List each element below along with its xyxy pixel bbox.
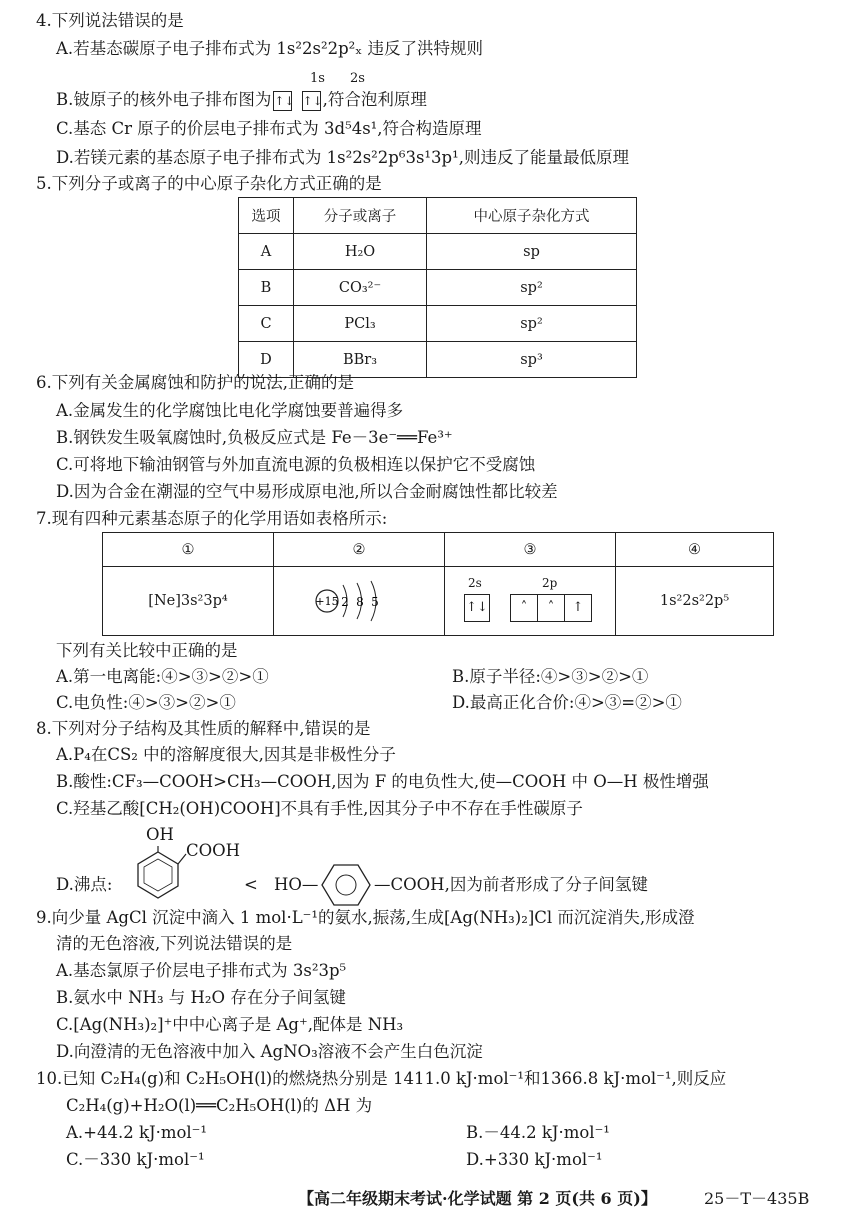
table-row <box>103 567 774 636</box>
q5-cell: CO₃²⁻ <box>294 270 427 306</box>
q7-substem: 下列有关比较中正确的是 <box>56 641 238 660</box>
q10-stem-line1: 10.已知 C₂H₄(g)和 C₂H₅OH(l)的燃烧热分别是 1411.0 kJ·mol⁻¹和1366.8 kJ·mol⁻¹,则反应 <box>36 1069 727 1088</box>
q10-option-b: B.－44.2 kJ·mol⁻¹ <box>466 1123 610 1142</box>
q5-header-cell: 中心原子杂化方式 <box>427 198 637 234</box>
q10-option-c: C.－330 kJ·mol⁻¹ <box>66 1150 205 1169</box>
q6-option-d: D.因为合金在潮湿的空气中易形成原电池,所以合金耐腐蚀性都比较差 <box>56 482 558 501</box>
q5-cell: sp <box>427 234 637 270</box>
orbital-box-1s: ↑↓ <box>273 91 292 111</box>
q8-d-label: D.沸点: <box>56 875 113 894</box>
q9-option-b: B.氨水中 NH₃ 与 H₂O 存在分子间氢键 <box>56 988 346 1007</box>
q5-cell: BBr₃ <box>294 342 427 378</box>
q7-option-d: D.最高正化合价:④>③=②>① <box>452 693 682 712</box>
q8-d-cooh2 <box>374 874 648 896</box>
q10-stem-line2: C₂H₄(g)+H₂O(l)══C₂H₅OH(l)的 ΔH 为 <box>66 1096 373 1115</box>
q5-header-row <box>239 198 637 234</box>
q6-option-c: C.可将地下输油钢管与外加直流电源的负极相连以保护它不受腐蚀 <box>56 455 536 474</box>
q7-option-c: C.电负性:④>③>②>① <box>56 693 236 712</box>
q7-cell-orbital-diagram <box>445 567 616 636</box>
q5-cell: A <box>239 234 294 270</box>
q4-option-d: D.若镁元素的基态原子电子排布式为 1s²2s²2p⁶3s¹3p¹,则违反了能量最低原理 <box>56 148 629 167</box>
q8-d-ho: HO— <box>274 875 319 894</box>
q4-option-b <box>56 89 427 111</box>
q5-cell: sp² <box>427 270 637 306</box>
orbital-box: ↑ <box>564 594 592 622</box>
q7-header-cell: ② <box>274 533 445 567</box>
q5-cell: H₂O <box>294 234 427 270</box>
q8-d-oh: OH <box>146 825 174 844</box>
q8-d-cooh: COOH <box>186 841 241 860</box>
orbital-2s-label: 2s <box>468 576 482 590</box>
table-row <box>239 306 637 342</box>
q4-stem: 4.下列说法错误的是 <box>36 11 184 30</box>
table-row <box>239 270 637 306</box>
page-footer-code: 25－T－435B <box>704 1189 810 1208</box>
q6-option-a: A.金属发生的化学腐蚀比电化学腐蚀要普遍得多 <box>56 401 404 420</box>
nucleus-charge: +15 <box>315 595 339 608</box>
q7-table <box>102 532 774 636</box>
orbital-box: ↑↓ <box>464 594 490 622</box>
q5-cell: PCl₃ <box>294 306 427 342</box>
q8-option-c: C.羟基乙酸[CH₂(OH)COOH]不具有手性,因其分子中不存在手性碳原子 <box>56 799 583 818</box>
q4-b-prefix: B.铍原子的核外电子排布图为 <box>56 90 272 109</box>
q7-header-row <box>103 533 774 567</box>
q7-option-a: A.第一电离能:④>③>②>① <box>56 667 269 686</box>
q4-b-suffix: ,符合泡利原理 <box>322 90 427 109</box>
q7-option-b: B.原子半径:④>③>②>① <box>452 667 649 686</box>
salicylic-acid-ring <box>128 846 188 902</box>
orbital-box-2s: ↑↓ <box>302 91 321 111</box>
q4-b-1s-label: 1s <box>310 71 325 86</box>
q10-option-d: D.+330 kJ·mol⁻¹ <box>466 1150 603 1169</box>
q4-option-c: C.基态 Cr 原子的价层电子排布式为 3d⁵4s¹,符合构造原理 <box>56 119 482 138</box>
q6-option-b: B.钢铁发生吸氧腐蚀时,负极反应式是 Fe－3e⁻══Fe³⁺ <box>56 428 453 447</box>
orbital-box: ˄ <box>510 594 538 622</box>
q5-cell: sp³ <box>427 342 637 378</box>
shell-electron-count: 8 <box>356 595 364 609</box>
q7-header-cell: ③ <box>445 533 616 567</box>
q7-cell-atom-structure <box>274 567 445 636</box>
q4-option-a: A.若基态碳原子电子排布式为 1s²2s²2p²ₓ 违反了洪特规则 <box>56 39 483 58</box>
q7-header-cell: ④ <box>616 533 774 567</box>
q8-option-b: B.酸性:CF₃—COOH>CH₃—COOH,因为 F 的电负性大,使—COOH 中 O—H 极性增强 <box>56 772 709 791</box>
q9-stem-line1: 9.向少量 AgCl 沉淀中滴入 1 mol·L⁻¹的氨水,振荡,生成[Ag(NH₃)₂]Cl 而沉淀消失,形成澄 <box>36 908 695 927</box>
q7-cell-electron-config: [Ne]3s²3p⁴ <box>103 567 274 636</box>
q9-option-c: C.[Ag(NH₃)₂]⁺中中心离子是 Ag⁺,配体是 NH₃ <box>56 1015 404 1034</box>
q8-stem: 8.下列对分子结构及其性质的解释中,错误的是 <box>36 719 371 738</box>
q9-option-a: A.基态氯原子价层电子排布式为 3s²3p⁵ <box>56 961 347 980</box>
q5-table <box>238 197 637 378</box>
page-footer-title: 【高二年级期末考试·化学试题 第 2 页(共 6 页)】 <box>298 1189 657 1208</box>
q8-option-a: A.P₄在CS₂ 中的溶解度很大,因其是非极性分子 <box>56 745 396 764</box>
benzene-ring <box>318 860 374 910</box>
q5-cell: B <box>239 270 294 306</box>
orbital-diagram <box>460 576 600 626</box>
q8-d-tail: ,因为前者形成了分子间氢键 <box>444 875 648 894</box>
shell-electron-count: 5 <box>371 595 379 609</box>
q5-cell: C <box>239 306 294 342</box>
q4-b-2s-label: 2s <box>350 71 365 86</box>
q5-cell: sp² <box>427 306 637 342</box>
q9-option-d: D.向澄清的无色溶液中加入 AgNO₃溶液不会产生白色沉淀 <box>56 1042 483 1061</box>
q10-option-a: A.+44.2 kJ·mol⁻¹ <box>66 1123 208 1142</box>
q5-header-cell: 选项 <box>239 198 294 234</box>
q8-d-lt: < <box>244 875 258 894</box>
q7-cell-electron-config: 1s²2s²2p⁵ <box>616 567 774 636</box>
q7-stem: 7.现有四种元素基态原子的化学用语如表格所示: <box>36 509 388 528</box>
orbital-box: ˄ <box>537 594 565 622</box>
orbital-2p-label: 2p <box>542 576 558 590</box>
q6-stem: 6.下列有关金属腐蚀和防护的说法,正确的是 <box>36 373 354 392</box>
atomic-structure-diagram <box>309 571 409 627</box>
q8-d-cooh2-text: —COOH <box>374 875 445 894</box>
table-row <box>239 234 637 270</box>
q5-cell: D <box>239 342 294 378</box>
q5-stem: 5.下列分子或离子的中心原子杂化方式正确的是 <box>36 174 382 193</box>
shell-electron-count: 2 <box>341 595 349 609</box>
q7-header-cell: ① <box>103 533 274 567</box>
q9-stem-line2: 清的无色溶液,下列说法错误的是 <box>56 934 293 953</box>
q5-header-cell: 分子或离子 <box>294 198 427 234</box>
